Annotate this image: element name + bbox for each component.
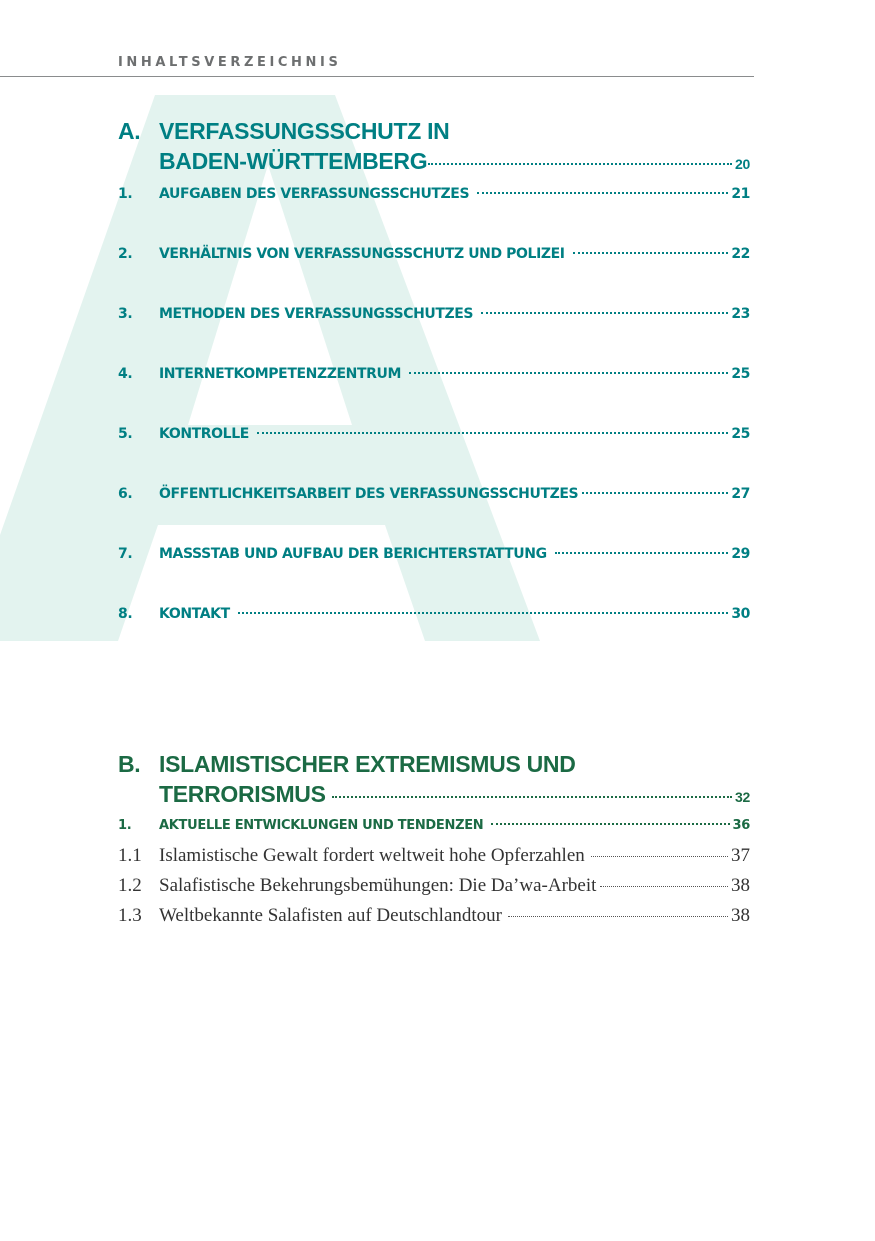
dot-leader (573, 252, 729, 254)
section-b-letter: B. (118, 751, 141, 777)
dot-leader (600, 886, 728, 887)
entry-number: 1. (118, 186, 133, 202)
entry-page: 29 (731, 546, 750, 562)
entry-page: 22 (731, 246, 750, 262)
toc-entry-a-4[interactable] (118, 366, 750, 382)
entry-page: 23 (731, 306, 750, 322)
section-a-title-line1: VERFASSUNGSSCHUTZ IN (159, 118, 450, 144)
entry-title: VERHÄLTNIS VON VERFASSUNGSSCHUTZ UND POLIZEI (159, 246, 565, 262)
entry-title: AUFGABEN DES VERFASSUNGSSCHUTZES (159, 186, 470, 202)
dot-leader (582, 492, 728, 494)
entry-title: ÖFFENTLICHKEITSARBEIT DES VERFASSUNGSSCHUTZES (159, 486, 579, 502)
section-b-heading-line1 (118, 751, 750, 778)
header-divider (0, 76, 754, 77)
toc-entry-a-8[interactable] (118, 606, 750, 622)
entry-number: 6. (118, 486, 133, 502)
toc-subentry-b-1-1[interactable] (118, 845, 750, 867)
entry-number: 7. (118, 546, 133, 562)
toc-entry-b-1[interactable] (118, 818, 750, 833)
toc-subentry-b-1-3[interactable] (118, 905, 750, 927)
toc-entry-a-3[interactable] (118, 306, 750, 322)
section-a-title-line2: BADEN-WÜRTTEMBERG (159, 148, 428, 174)
toc-entry-a-6[interactable] (118, 486, 750, 502)
entry-page: 38 (731, 905, 750, 926)
entry-title: INTERNETKOMPETENZZENTRUM (159, 366, 401, 382)
entry-number: 1.3 (118, 905, 142, 926)
dot-leader (555, 552, 729, 554)
section-b-title-line2: TERRORISMUS (159, 781, 326, 807)
entry-title: MASSSTAB UND AUFBAU DER BERICHTERSTATTUNG (159, 546, 547, 562)
entry-page: 37 (731, 845, 750, 866)
entry-title: AKTUELLE ENTWICKLUNGEN UND TENDENZEN (159, 818, 484, 833)
dot-leader (477, 192, 728, 194)
dot-leader (491, 823, 729, 825)
section-b-heading-line2[interactable] (118, 781, 750, 808)
entry-title: KONTAKT (159, 606, 230, 622)
entry-title: Salafistische Bekehrungsbemühungen: Die Da’wa-Arbeit (159, 875, 597, 896)
toc-entry-a-1[interactable] (118, 186, 750, 202)
dot-leader (238, 612, 729, 614)
entry-title: Islamistische Gewalt fordert weltweit hohe Opferzahlen (159, 845, 585, 866)
entry-page: 27 (731, 486, 750, 502)
toc-entry-a-2[interactable] (118, 246, 750, 262)
section-a-heading-line1 (118, 118, 750, 145)
dot-leader (508, 916, 728, 917)
entry-number: 2. (118, 246, 133, 262)
toc-subentry-b-1-2[interactable] (118, 875, 750, 897)
section-a-letter: A. (118, 118, 141, 144)
entry-page: 38 (731, 875, 750, 896)
entry-number: 1.1 (118, 845, 142, 866)
dot-leader (428, 163, 732, 165)
entry-page: 21 (731, 186, 750, 202)
section-a-heading-line2[interactable] (118, 148, 750, 175)
dot-leader (332, 796, 732, 798)
toc-entry-a-7[interactable] (118, 546, 750, 562)
section-b-page: 32 (735, 789, 750, 805)
dot-leader (409, 372, 728, 374)
entry-number: 3. (118, 306, 133, 322)
page-header-title: INHALTSVERZEICHNIS (118, 55, 342, 70)
entry-number: 1.2 (118, 875, 142, 896)
dot-leader (591, 856, 728, 857)
entry-number: 4. (118, 366, 133, 382)
entry-title: KONTROLLE (159, 426, 249, 442)
entry-page: 30 (731, 606, 750, 622)
entry-number: 8. (118, 606, 133, 622)
section-b-title-line1: ISLAMISTISCHER EXTREMISMUS UND (159, 751, 576, 777)
entry-number: 5. (118, 426, 133, 442)
toc-entry-a-5[interactable] (118, 426, 750, 442)
entry-page: 36 (732, 818, 750, 833)
entry-title: Weltbekannte Salafisten auf Deutschlandtour (159, 905, 502, 926)
entry-title: METHODEN DES VERFASSUNGSSCHUTZES (159, 306, 474, 322)
entry-page: 25 (731, 366, 750, 382)
entry-page: 25 (731, 426, 750, 442)
dot-leader (481, 312, 728, 314)
section-a-page: 20 (735, 156, 750, 172)
dot-leader (257, 432, 728, 434)
entry-number: 1. (118, 818, 132, 833)
